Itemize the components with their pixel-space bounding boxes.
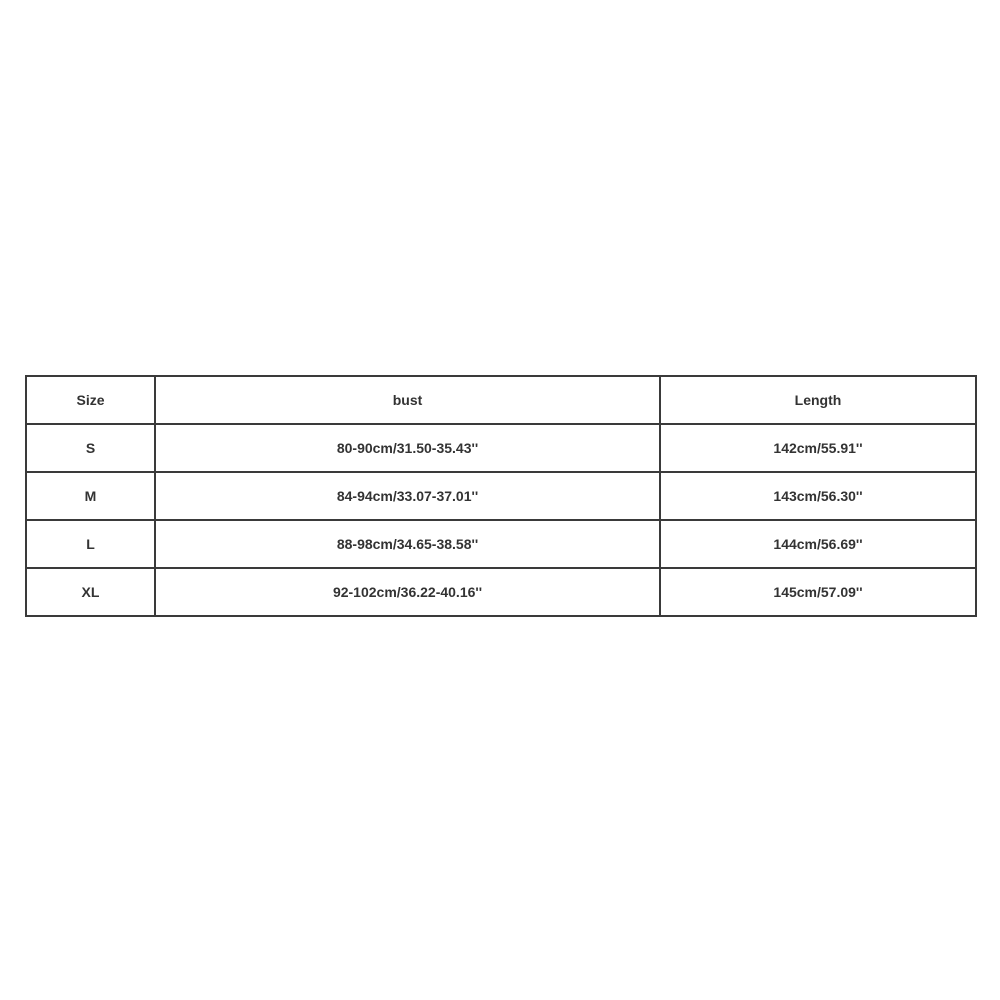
cell-size: XL — [26, 568, 155, 616]
cell-length: 144cm/56.69'' — [660, 520, 976, 568]
cell-bust: 92-102cm/36.22-40.16'' — [155, 568, 660, 616]
table-row — [26, 424, 976, 472]
cell-length: 142cm/55.91'' — [660, 424, 976, 472]
cell-length: 145cm/57.09'' — [660, 568, 976, 616]
cell-size: L — [26, 520, 155, 568]
cell-bust: 80-90cm/31.50-35.43'' — [155, 424, 660, 472]
cell-size: M — [26, 472, 155, 520]
cell-size: S — [26, 424, 155, 472]
cell-length: 143cm/56.30'' — [660, 472, 976, 520]
table-row — [26, 520, 976, 568]
table-row — [26, 472, 976, 520]
table-header-row — [26, 376, 976, 424]
header-length: Length — [660, 376, 976, 424]
cell-bust: 84-94cm/33.07-37.01'' — [155, 472, 660, 520]
size-chart-table — [25, 375, 977, 617]
cell-bust: 88-98cm/34.65-38.58'' — [155, 520, 660, 568]
header-bust: bust — [155, 376, 660, 424]
header-size: Size — [26, 376, 155, 424]
table-row — [26, 568, 976, 616]
